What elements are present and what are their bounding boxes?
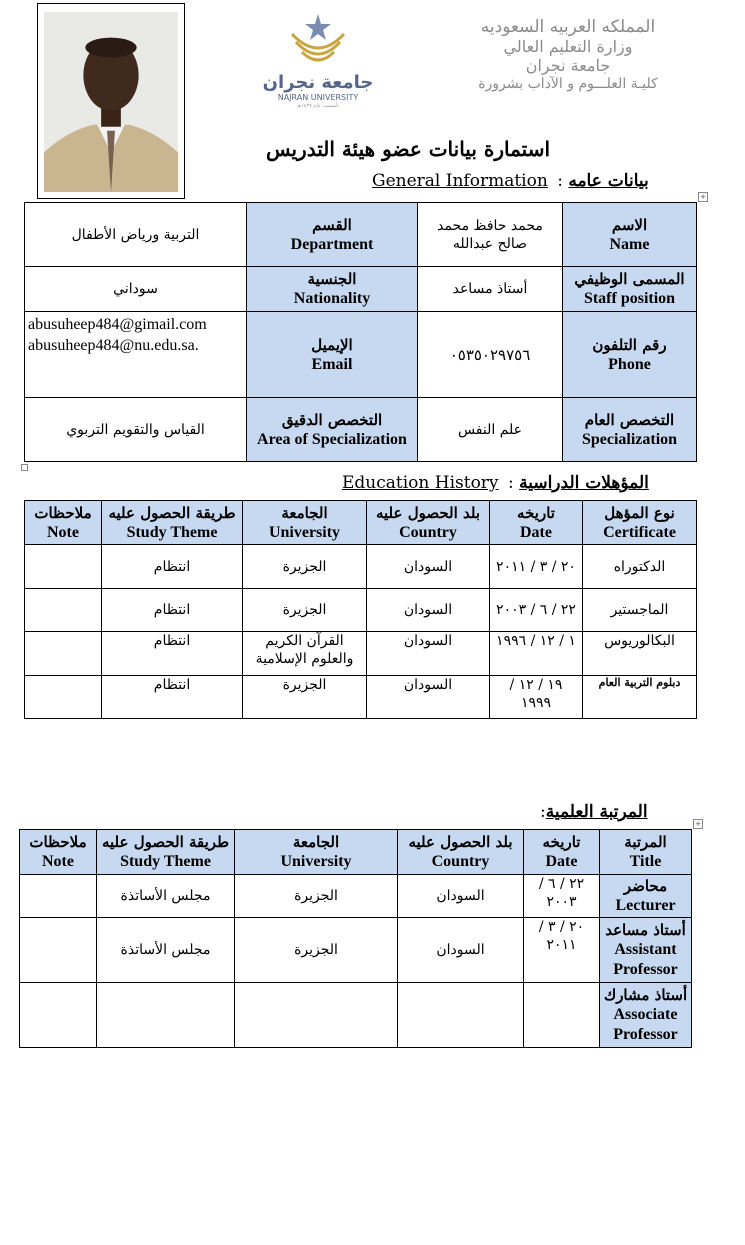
- title-header-ar: المرتبة: [624, 833, 667, 851]
- table-row: [25, 203, 697, 267]
- country-cell: السودان: [398, 875, 524, 918]
- nationality-label-en: Nationality: [293, 290, 371, 307]
- study-theme-cell: انتظام: [102, 545, 243, 589]
- note-cell: [25, 676, 102, 719]
- table-move-handle-icon[interactable]: +: [698, 192, 708, 202]
- country-cell: السودان: [367, 589, 490, 632]
- area-of-specialization-value: القياس والتقويم التربوي: [25, 398, 247, 462]
- department-value: التربية ورياض الأطفال: [25, 203, 247, 267]
- table-row: [20, 875, 692, 918]
- study-theme-header-ar: طريقة الحصول عليه: [101, 833, 230, 851]
- date-cell: ٢٠ / ٣ / ٢٠١١: [490, 545, 583, 589]
- study-theme-cell: انتظام: [102, 632, 243, 676]
- note-header-en: Note: [47, 523, 79, 541]
- general-info-heading: [372, 171, 649, 191]
- specialization-label-en: Specialization: [581, 430, 678, 448]
- note-cell: [20, 983, 97, 1048]
- general-info-table: [24, 202, 697, 462]
- title-header-en: Title: [629, 853, 662, 870]
- certificate-cell: الدكتوراه: [583, 545, 697, 589]
- table-row: [25, 398, 697, 462]
- general-info-title-ar: بيانات عامه: [568, 171, 649, 191]
- date-cell: ٢٠ / ٣ / ٢٠١١: [524, 918, 600, 983]
- country-header-ar: بلد الحصول عليه: [408, 833, 513, 851]
- nationality-label-ar: الجنسية: [307, 270, 357, 288]
- university-header-en: University: [268, 523, 341, 541]
- date-header-ar: تاريخه: [517, 503, 555, 522]
- university-cell: الجزيرة: [235, 875, 398, 918]
- study-theme-cell: مجلس الأساتذة: [97, 918, 235, 983]
- university-cell: الجزيرة: [235, 918, 398, 983]
- study-theme-cell: انتظام: [102, 676, 243, 719]
- country-cell: [398, 983, 524, 1048]
- rank-title-ar: المرتبة العلمية: [545, 802, 648, 822]
- country-cell: السودان: [367, 632, 490, 676]
- table-row: [25, 545, 697, 589]
- university-cell: الجزيرة: [243, 545, 367, 589]
- phone-label-ar: رقم التلفون: [592, 335, 667, 354]
- date-cell: ١ / ١٢ / ١٩٩٦: [490, 632, 583, 676]
- email-value: abusuheep484@gimail.com abusuheep484@nu.edu.sa.: [25, 312, 247, 398]
- university-header-ar: الجامعة: [292, 833, 340, 851]
- staff-position-value: أستاذ مساعد: [418, 267, 563, 312]
- table-row: [20, 918, 692, 983]
- education-table: [24, 500, 697, 719]
- date-cell: ٢٢ / ٦ / ٢٠٠٣: [524, 875, 600, 918]
- certificate-header-ar: نوع المؤهل: [604, 503, 675, 522]
- najran-university-logo: [258, 12, 378, 108]
- table-row: [25, 501, 697, 545]
- certificate-cell: دبلوم التربية العام: [583, 676, 697, 719]
- education-title-en: Education History: [342, 473, 499, 493]
- table-row: [25, 312, 697, 398]
- certificate-header-en: Certificate: [603, 523, 676, 541]
- svg-text:جامعة نجران: جامعة نجران: [262, 72, 374, 93]
- table-row: [25, 632, 697, 676]
- note-cell: [25, 632, 102, 676]
- table-row: [25, 267, 697, 312]
- study-theme-cell: مجلس الأساتذة: [97, 875, 235, 918]
- name-label-en: Name: [609, 235, 650, 253]
- education-title-ar: المؤهلات الدراسية: [519, 473, 649, 493]
- table-move-handle-icon[interactable]: +: [693, 819, 703, 829]
- svg-text:تأسست عام ١٤٢٧هـ: تأسست عام ١٤٢٧هـ: [296, 103, 340, 108]
- date-cell: [524, 983, 600, 1048]
- date-cell: ٢٢ / ٦ / ٢٠٠٣: [490, 589, 583, 632]
- certificate-cell: الماجستير: [583, 589, 697, 632]
- university-header-en: University: [280, 853, 352, 870]
- area-of-specialization-label-ar: التخصص الدقيق: [281, 410, 383, 429]
- note-header-ar: ملاحظات: [29, 833, 87, 851]
- note-header-en: Note: [42, 853, 74, 870]
- rank-table: [19, 829, 692, 1048]
- kingdom-line: المملكه العربيه السعوديه: [480, 17, 656, 37]
- table-row: [20, 830, 692, 875]
- rank-title-ar: أستاذ مساعد: [605, 921, 686, 939]
- phone-label-en: Phone: [608, 355, 651, 373]
- name-label-ar: الاسم: [611, 215, 648, 234]
- phone-value: ٠٥٣٥٠٢٩٧٥٦: [418, 312, 563, 398]
- country-cell: السودان: [367, 676, 490, 719]
- table-row: [20, 983, 692, 1048]
- staff-position-label-en: Staff position: [583, 290, 676, 307]
- general-info-title-en: General Information: [372, 171, 548, 191]
- email-label-ar: الإيميل: [311, 335, 353, 354]
- university-cell: [235, 983, 398, 1048]
- university-cell: الجزيرة: [243, 589, 367, 632]
- study-theme-cell: [97, 983, 235, 1048]
- ministry-line: وزارة التعليم العالي: [503, 37, 633, 56]
- university-header-ar: الجامعة: [281, 503, 328, 522]
- rank-title-ar: محاضر: [623, 877, 668, 895]
- country-header-en: Country: [399, 523, 457, 541]
- note-cell: [25, 589, 102, 632]
- area-of-specialization-label-en: Area of Specialization: [257, 430, 407, 448]
- form-title: استمارة بيانات عضو هيئة التدريس: [265, 137, 551, 161]
- university-cell: الجزيرة: [243, 676, 367, 719]
- email-label-en: Email: [311, 355, 353, 373]
- name-value: محمد حافظ محمد صالح عبدالله: [418, 203, 563, 267]
- note-cell: [25, 545, 102, 589]
- date-header-en: Date: [545, 853, 578, 870]
- rank-heading: [540, 802, 648, 822]
- note-header-ar: ملاحظات: [34, 503, 92, 522]
- table-resize-handle-icon[interactable]: [21, 464, 28, 471]
- nationality-value: سوداني: [25, 267, 247, 312]
- colon: :: [507, 473, 514, 493]
- rank-title-en: Assistant Professor: [613, 941, 678, 978]
- country-cell: السودان: [367, 545, 490, 589]
- date-header-en: Date: [520, 523, 552, 541]
- study-theme-header-en: Study Theme: [126, 523, 218, 541]
- note-cell: [20, 918, 97, 983]
- specialization-value: علم النفس: [418, 398, 563, 462]
- note-cell: [20, 875, 97, 918]
- university-line: جامعة نجران: [525, 56, 611, 75]
- study-theme-cell: انتظام: [102, 589, 243, 632]
- rank-title-en: Lecturer: [615, 897, 676, 914]
- specialization-label-ar: التخصص العام: [584, 410, 675, 429]
- rank-title-ar: أستاذ مشارك: [603, 986, 688, 1004]
- study-theme-header-ar: طريقة الحصول عليه: [108, 503, 236, 522]
- education-heading: [342, 473, 649, 493]
- table-row: [25, 676, 697, 719]
- department-label-ar: القسم: [312, 215, 352, 234]
- table-row: [25, 589, 697, 632]
- country-header-ar: بلد الحصول عليه: [375, 503, 481, 522]
- date-header-ar: تاريخه: [542, 833, 581, 851]
- rank-title-en: Associate Professor: [613, 1006, 678, 1043]
- university-cell: القرآن الكريم والعلوم الإسلامية: [243, 632, 367, 676]
- staff-position-label-ar: المسمى الوظيفي: [574, 270, 685, 288]
- date-cell: ١٩ / ١٢ / ١٩٩٩: [490, 676, 583, 719]
- colon: :: [540, 802, 546, 822]
- department-label-en: Department: [290, 235, 374, 253]
- colon: :: [557, 171, 563, 191]
- college-line: كليـة العلـــوم و الآداب بشرورة: [478, 76, 658, 92]
- svg-text:NAJRAN UNIVERSITY: NAJRAN UNIVERSITY: [277, 93, 359, 102]
- faculty-photo: [37, 3, 185, 199]
- institution-header: [453, 18, 683, 94]
- country-header-en: Country: [431, 853, 490, 870]
- certificate-cell: البكالوريوس: [583, 632, 697, 676]
- study-theme-header-en: Study Theme: [120, 853, 211, 870]
- country-cell: السودان: [398, 918, 524, 983]
